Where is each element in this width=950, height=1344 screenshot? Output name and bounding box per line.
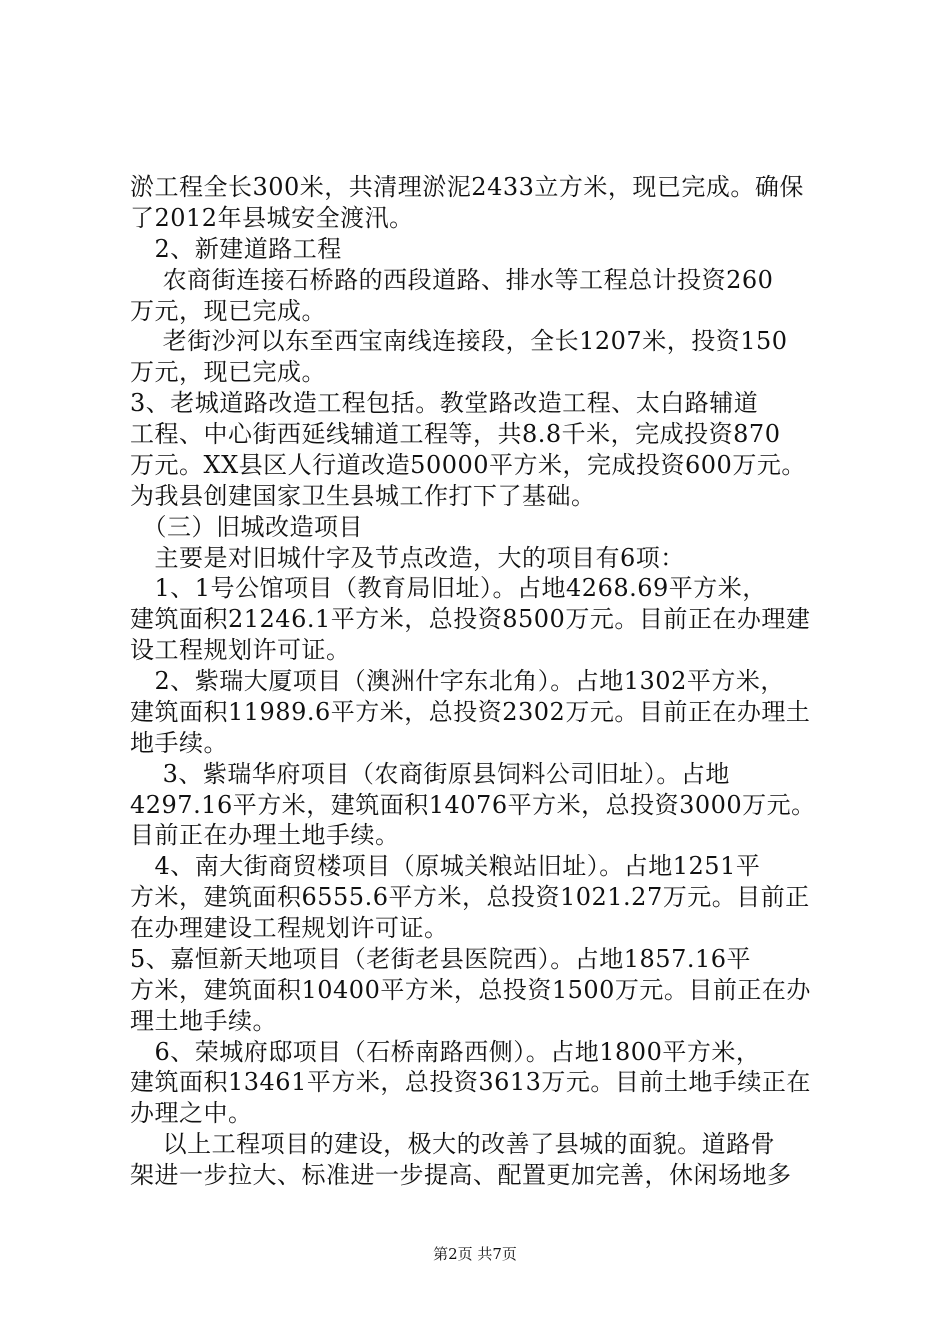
text-line: 工程、中心街西延线辅道工程等，共8.8千米，完成投资870 (130, 420, 781, 448)
text-line: 万元，现已完成。 (130, 358, 326, 386)
text-line: 地手续。 (130, 729, 228, 757)
text-line: 以上工程项目的建设，极大的改善了县城的面貌。道路骨 (130, 1130, 776, 1158)
text-line: 主要是对旧城什字及节点改造，大的项目有6项： (130, 544, 685, 572)
text-line: 万元。XX县区人行道改造50000平方米，完成投资600万元。 (130, 451, 806, 479)
text-line: 办理之中。 (130, 1099, 253, 1127)
text-line: 4297.16平方米，建筑面积14076平方米，总投资3000万元。 (130, 791, 816, 819)
page-number-footer: 第2页 共7页 (433, 1245, 517, 1263)
text-line: 5、嘉恒新天地项目（老街老县医院西）。占地1857.16平 (130, 945, 752, 973)
text-line: 淤工程全长300米，共清理淤泥2433立方米，现已完成。确保 (130, 173, 804, 201)
text-line: 设工程规划许可证。 (130, 636, 351, 664)
section-heading: 2、新建道路工程 (130, 235, 342, 263)
text-line: 方米，建筑面积10400平方米，总投资1500万元。目前正在办 (130, 976, 811, 1004)
text-line: 3、紫瑞华府项目（农商街原县饲料公司旧址）。占地 (130, 760, 730, 788)
text-line: 万元，现已完成。 (130, 297, 326, 325)
text-line: 老街沙河以东至西宝南线连接段，全长1207米，投资150 (130, 327, 788, 355)
text-line: 理土地手续。 (130, 1007, 277, 1035)
text-line: 架进一步拉大、标准进一步提高、配置更加完善，休闲场地多 (130, 1161, 792, 1189)
section-heading: （三）旧城改造项目 (130, 513, 363, 541)
text-line: 方米，建筑面积6555.6平方米，总投资1021.27万元。目前正 (130, 883, 810, 911)
text-line: 为我县创建国家卫生县城工作打下了基础。 (130, 482, 596, 510)
text-line: 6、荣城府邸项目（石桥南路西侧）。占地1800平方米， (130, 1038, 761, 1066)
text-line: 建筑面积21246.1平方米，总投资8500万元。目前正在办理建 (130, 605, 811, 633)
text-line: 4、南大街商贸楼项目（原城关粮站旧址）。占地1251平 (130, 852, 761, 880)
text-line: 1、1号公馆项目（教育局旧址）。占地4268.69平方米， (130, 574, 767, 602)
text-line: 2、紫瑞大厦项目（澳洲什字东北角）。占地1302平方米， (130, 667, 785, 695)
text-line: 在办理建设工程规划许可证。 (130, 914, 449, 942)
text-line: 建筑面积11989.6平方米，总投资2302万元。目前正在办理土 (130, 698, 811, 726)
text-line: 农商街连接石桥路的西段道路、排水等工程总计投资260 (130, 266, 774, 294)
text-line: 目前正在办理土地手续。 (130, 821, 400, 849)
text-line: 3、老城道路改造工程包括。教堂路改造工程、太白路辅道 (130, 389, 759, 417)
text-line: 建筑面积13461平方米，总投资3613万元。目前土地手续正在 (130, 1068, 811, 1096)
text-line: 了2012年县城安全渡汛。 (130, 204, 414, 232)
